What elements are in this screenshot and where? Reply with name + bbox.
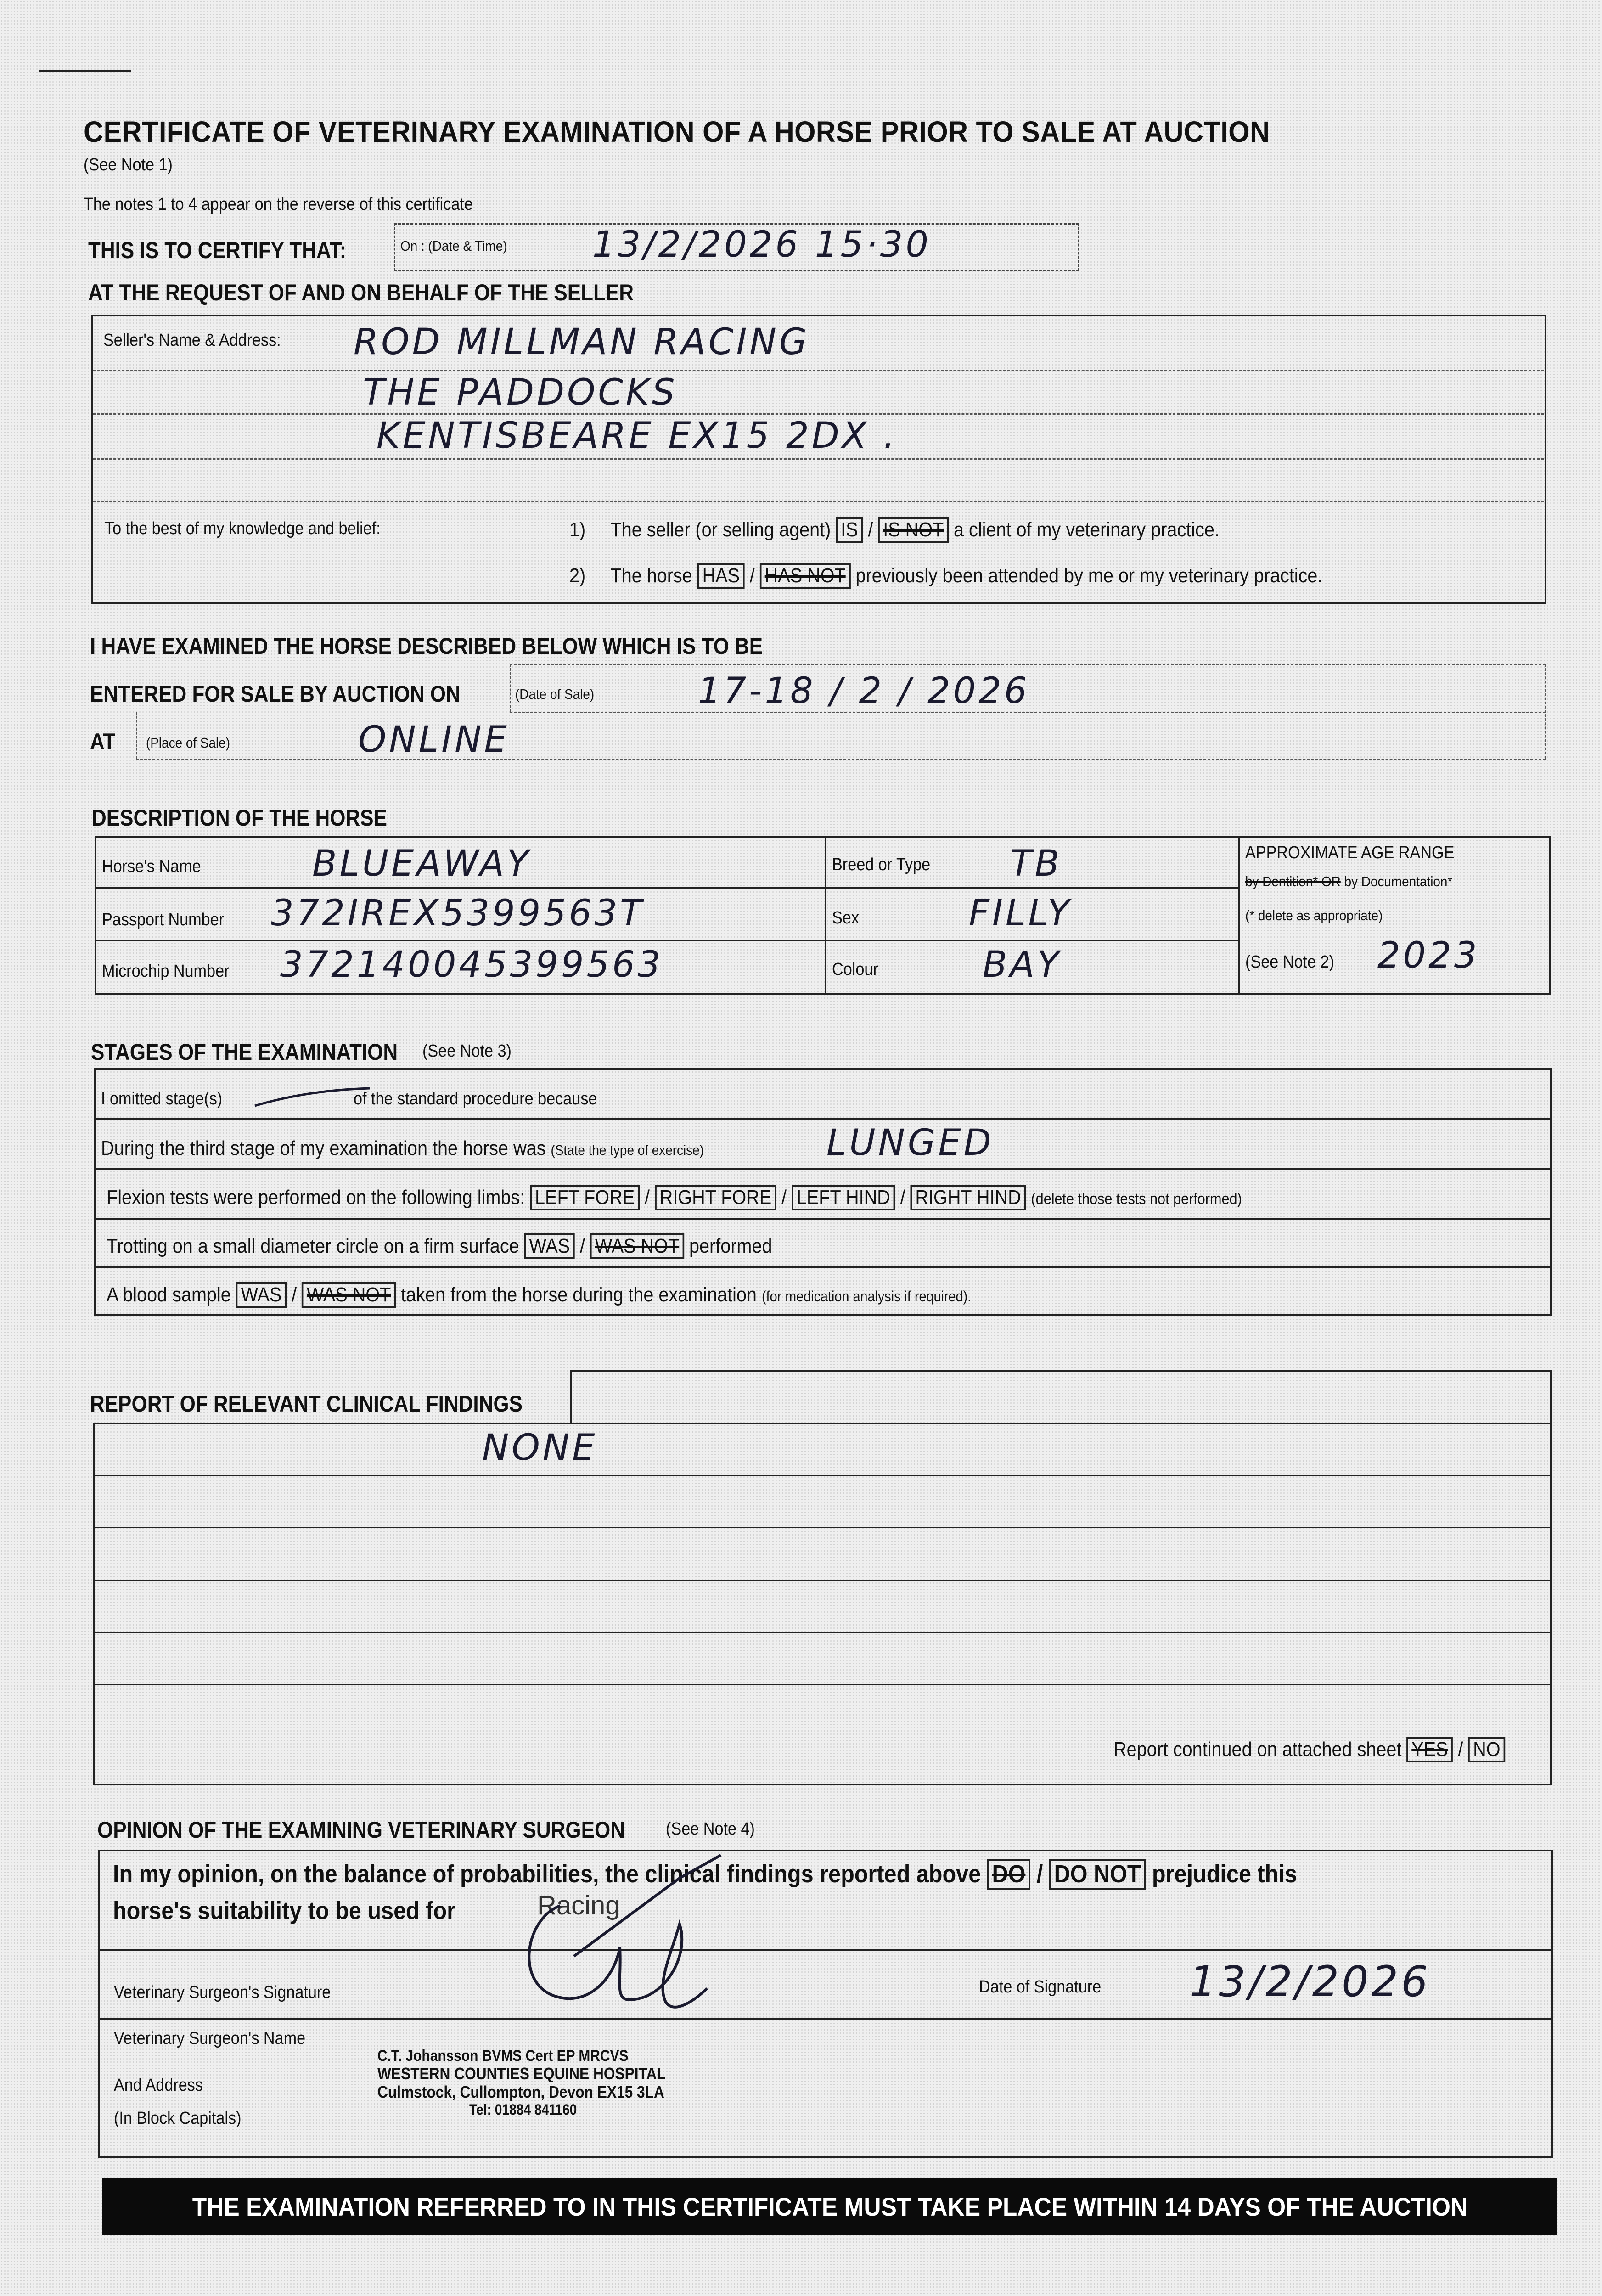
colour-label: Colour <box>832 960 878 979</box>
report-heading-box <box>570 1370 1552 1424</box>
desc-col-divider-2 <box>1238 836 1240 995</box>
item2-pre: The horse <box>610 564 692 587</box>
report-continued-yes[interactable]: YES <box>1406 1737 1453 1762</box>
report-continued-sep: / <box>1458 1738 1463 1761</box>
flexion-row <box>107 1185 1242 1210</box>
place-bottom <box>136 759 1546 760</box>
opinion-divider-1 <box>98 1949 1553 1951</box>
seller-line-1 <box>93 370 1544 371</box>
trot-was[interactable]: WAS <box>524 1233 575 1259</box>
stamp-line-2: WESTERN COUNTIES EQUINE HOSPITAL <box>377 2064 666 2083</box>
opinion-text-line2: horse's suitability to be used for <box>113 1897 456 1925</box>
request-heading: AT THE REQUEST OF AND ON BEHALF OF THE SELLER <box>88 280 634 305</box>
stages-row-3 <box>94 1218 1552 1220</box>
footer-banner <box>102 2178 1557 2235</box>
third-stage-value[interactable]: LUNGED <box>826 1122 994 1164</box>
colour-value[interactable]: BAY <box>983 944 1062 985</box>
third-stage-text <box>101 1137 704 1160</box>
sale-right <box>1545 664 1546 759</box>
report-line-4 <box>93 1632 1552 1633</box>
flexion-pre: Flexion tests were performed on the following limbs: <box>107 1186 525 1209</box>
desc-row-divider-2 <box>95 940 1239 941</box>
microchip-value[interactable]: 372140045399563 <box>280 944 663 985</box>
flexion-right-hind[interactable]: RIGHT HIND <box>911 1185 1026 1210</box>
blood-was[interactable]: WAS <box>236 1282 287 1308</box>
opinion-text-pre: In my opinion, on the balance of probabilities, the clinical findings reported above <box>113 1860 981 1888</box>
flexion-left-hind[interactable]: LEFT HIND <box>792 1185 895 1210</box>
item1-opt-is-not[interactable]: IS NOT <box>878 517 949 543</box>
seller-line-3 <box>93 458 1544 460</box>
trot-sep: / <box>580 1235 585 1257</box>
sex-label: Sex <box>832 908 859 928</box>
blood-sep: / <box>292 1283 297 1306</box>
trot-was-not[interactable]: WAS NOT <box>590 1233 684 1259</box>
sale-date-top <box>510 664 1546 665</box>
third-stage-label: During the third stage of my examination the horse was <box>101 1137 546 1159</box>
examined-line2: ENTERED FOR SALE BY AUCTION ON <box>90 681 461 707</box>
item2-opt-has[interactable]: HAS <box>697 563 745 589</box>
breed-value[interactable]: TB <box>1010 843 1062 884</box>
seller-label: Seller's Name & Address: <box>103 331 281 350</box>
date-signature-label: Date of Signature <box>979 1977 1102 1997</box>
passport-value[interactable]: 372IREX5399563T <box>271 893 645 934</box>
stamp-line-1: C.T. Johansson BVMS Cert EP MRCVS <box>377 2047 629 2065</box>
flexion-post: (delete those tests not performed) <box>1031 1190 1242 1208</box>
opinion-heading: OPINION OF THE EXAMINING VETERINARY SURGEON <box>97 1817 625 1843</box>
blood-pre: A blood sample <box>107 1283 231 1306</box>
blood-was-not[interactable]: WAS NOT <box>302 1282 396 1308</box>
certify-label: THIS IS TO CERTIFY THAT: <box>88 237 347 263</box>
item2-post: previously been attended by me or my veterinary practice. <box>855 564 1323 587</box>
report-box[interactable] <box>93 1423 1552 1785</box>
item1-post: a client of my veterinary practice. <box>954 518 1220 541</box>
age-by-line <box>1245 873 1452 890</box>
age-label: APPROXIMATE AGE RANGE <box>1245 843 1455 862</box>
item1-opt-is[interactable]: IS <box>836 517 863 543</box>
opinion-text-post: prejudice this <box>1152 1860 1297 1888</box>
report-continued-no[interactable]: NO <box>1468 1737 1505 1762</box>
seller-address-line2[interactable]: THE PADDOCKS <box>363 372 678 413</box>
certify-on-label: On : (Date & Time) <box>400 238 507 254</box>
date-signature-value[interactable]: 13/2/2026 <box>1189 1957 1431 2006</box>
stages-row-1 <box>94 1118 1552 1120</box>
item1-sep: / <box>868 518 873 541</box>
opinion-opt-do-not[interactable]: DO NOT <box>1049 1859 1146 1890</box>
report-continued-label: Report continued on attached sheet <box>1113 1738 1402 1761</box>
item2-sep: / <box>749 564 755 587</box>
stages-row-4 <box>94 1266 1552 1268</box>
opinion-heading-note: (See Note 4) <box>666 1819 755 1839</box>
page-title: CERTIFICATE OF VETERINARY EXAMINATION OF A HORSE PRIOR TO SALE AT AUCTION <box>84 115 1270 148</box>
age-delete-note: (* delete as appropriate) <box>1245 907 1383 923</box>
age-by-dentition[interactable]: by Dentition* OR <box>1245 873 1341 889</box>
stages-heading-note: (See Note 3) <box>422 1041 512 1061</box>
report-line-1 <box>93 1475 1552 1476</box>
trot-post: performed <box>689 1235 772 1257</box>
place-label: (Place of Sale) <box>146 735 230 751</box>
microchip-label: Microchip Number <box>102 962 230 981</box>
sale-date-label: (Date of Sale) <box>515 686 595 702</box>
stamp-line-3: Culmstock, Cullompton, Devon EX15 3LA <box>377 2082 664 2102</box>
stamp-line-4: Tel: 01884 841160 <box>469 2101 577 2118</box>
certify-on-value: 13/2/2026 15·30 <box>592 224 932 265</box>
report-heading: REPORT OF RELEVANT CLINICAL FINDINGS <box>90 1391 523 1417</box>
item2-num: 2) <box>569 564 586 587</box>
vet-block-label: (In Block Capitals) <box>114 2109 242 2128</box>
trot-row <box>107 1233 772 1259</box>
desc-col-divider-1 <box>825 836 826 995</box>
seller-name-value[interactable]: ROD MILLMAN RACING <box>354 321 810 363</box>
age-see-note: (See Note 2) <box>1245 952 1334 972</box>
knowledge-item1 <box>569 517 1220 543</box>
signature-scribble <box>505 1851 744 2016</box>
knowledge-label: To the best of my knowledge and belief: <box>105 519 381 538</box>
at-label: AT <box>90 729 116 754</box>
item1-pre: The seller (or selling agent) <box>610 518 831 541</box>
footer-banner-text: THE EXAMINATION REFERRED TO IN THIS CERTIFICATE MUST TAKE PLACE WITHIN 14 DAYS OF THE AUCTION <box>192 2192 1467 2221</box>
stages-row-2 <box>94 1168 1552 1170</box>
top-mark <box>39 70 131 72</box>
flexion-sep-3: / <box>900 1186 905 1209</box>
sex-value[interactable]: FILLY <box>969 893 1072 934</box>
opinion-sep: / <box>1036 1860 1043 1888</box>
item1-num: 1) <box>569 518 586 541</box>
desc-row-divider-1 <box>95 887 1239 889</box>
omitted-pre: I omitted stage(s) <box>101 1089 223 1109</box>
age-value[interactable]: 2023 <box>1377 935 1480 976</box>
seller-address-line3[interactable]: KENTISBEARE EX15 2DX . <box>377 415 898 456</box>
knowledge-item2 <box>569 563 1322 589</box>
report-value[interactable]: NONE <box>482 1427 598 1469</box>
sale-date-left <box>510 664 511 712</box>
sale-date-value[interactable]: 17-18 / 2 / 2026 <box>698 670 1030 712</box>
seller-line-4 <box>93 501 1544 502</box>
see-note-1: (See Note 1) <box>84 155 173 174</box>
flexion-sep-1: / <box>644 1186 650 1209</box>
description-heading: DESCRIPTION OF THE HORSE <box>92 805 387 831</box>
report-line-3 <box>93 1580 1552 1581</box>
report-continued-row <box>1113 1737 1505 1762</box>
opinion-use-value[interactable]: Racing <box>537 1891 620 1920</box>
notes-line: The notes 1 to 4 appear on the reverse of this certificate <box>84 195 473 214</box>
flexion-right-fore[interactable]: RIGHT FORE <box>655 1185 776 1210</box>
vet-stamp <box>377 2047 705 2118</box>
blood-row <box>107 1282 971 1308</box>
third-stage-note: (State the type of exercise) <box>551 1142 704 1158</box>
passport-label: Passport Number <box>102 910 225 929</box>
omitted-post: of the standard procedure because <box>354 1089 597 1109</box>
flexion-left-fore[interactable]: LEFT FORE <box>530 1185 640 1210</box>
vet-address-label: And Address <box>114 2076 203 2095</box>
blood-post: taken from the horse during the examination <box>401 1283 757 1306</box>
report-line-2 <box>93 1527 1552 1528</box>
horse-name-value[interactable]: BLUEAWAY <box>312 843 532 884</box>
breed-label: Breed or Type <box>832 855 931 874</box>
opinion-opt-do[interactable]: DO <box>987 1859 1031 1890</box>
age-by-doc[interactable]: by Documentation* <box>1344 873 1453 889</box>
horse-name-label: Horse's Name <box>102 857 201 876</box>
place-left <box>136 712 137 759</box>
flexion-sep-2: / <box>781 1186 787 1209</box>
report-line-5 <box>93 1684 1552 1685</box>
item2-opt-has-not[interactable]: HAS NOT <box>760 563 851 589</box>
stages-heading-row <box>91 1039 439 1065</box>
vet-name-label: Veterinary Surgeon's Name <box>114 2029 306 2048</box>
blood-note: (for medication analysis if required). <box>761 1288 972 1305</box>
seller-line-2 <box>93 413 1544 415</box>
sale-date-bottom <box>510 712 1546 713</box>
trot-pre: Trotting on a small diameter circle on a firm surface <box>107 1235 519 1257</box>
examined-line1: I HAVE EXAMINED THE HORSE DESCRIBED BELOW WHICH IS TO BE <box>90 633 763 659</box>
opinion-divider-2 <box>98 2018 1553 2020</box>
signature-label: Veterinary Surgeon's Signature <box>114 1983 331 2002</box>
place-value[interactable]: ONLINE <box>358 719 510 760</box>
stages-heading: STAGES OF THE EXAMINATION <box>91 1039 398 1065</box>
